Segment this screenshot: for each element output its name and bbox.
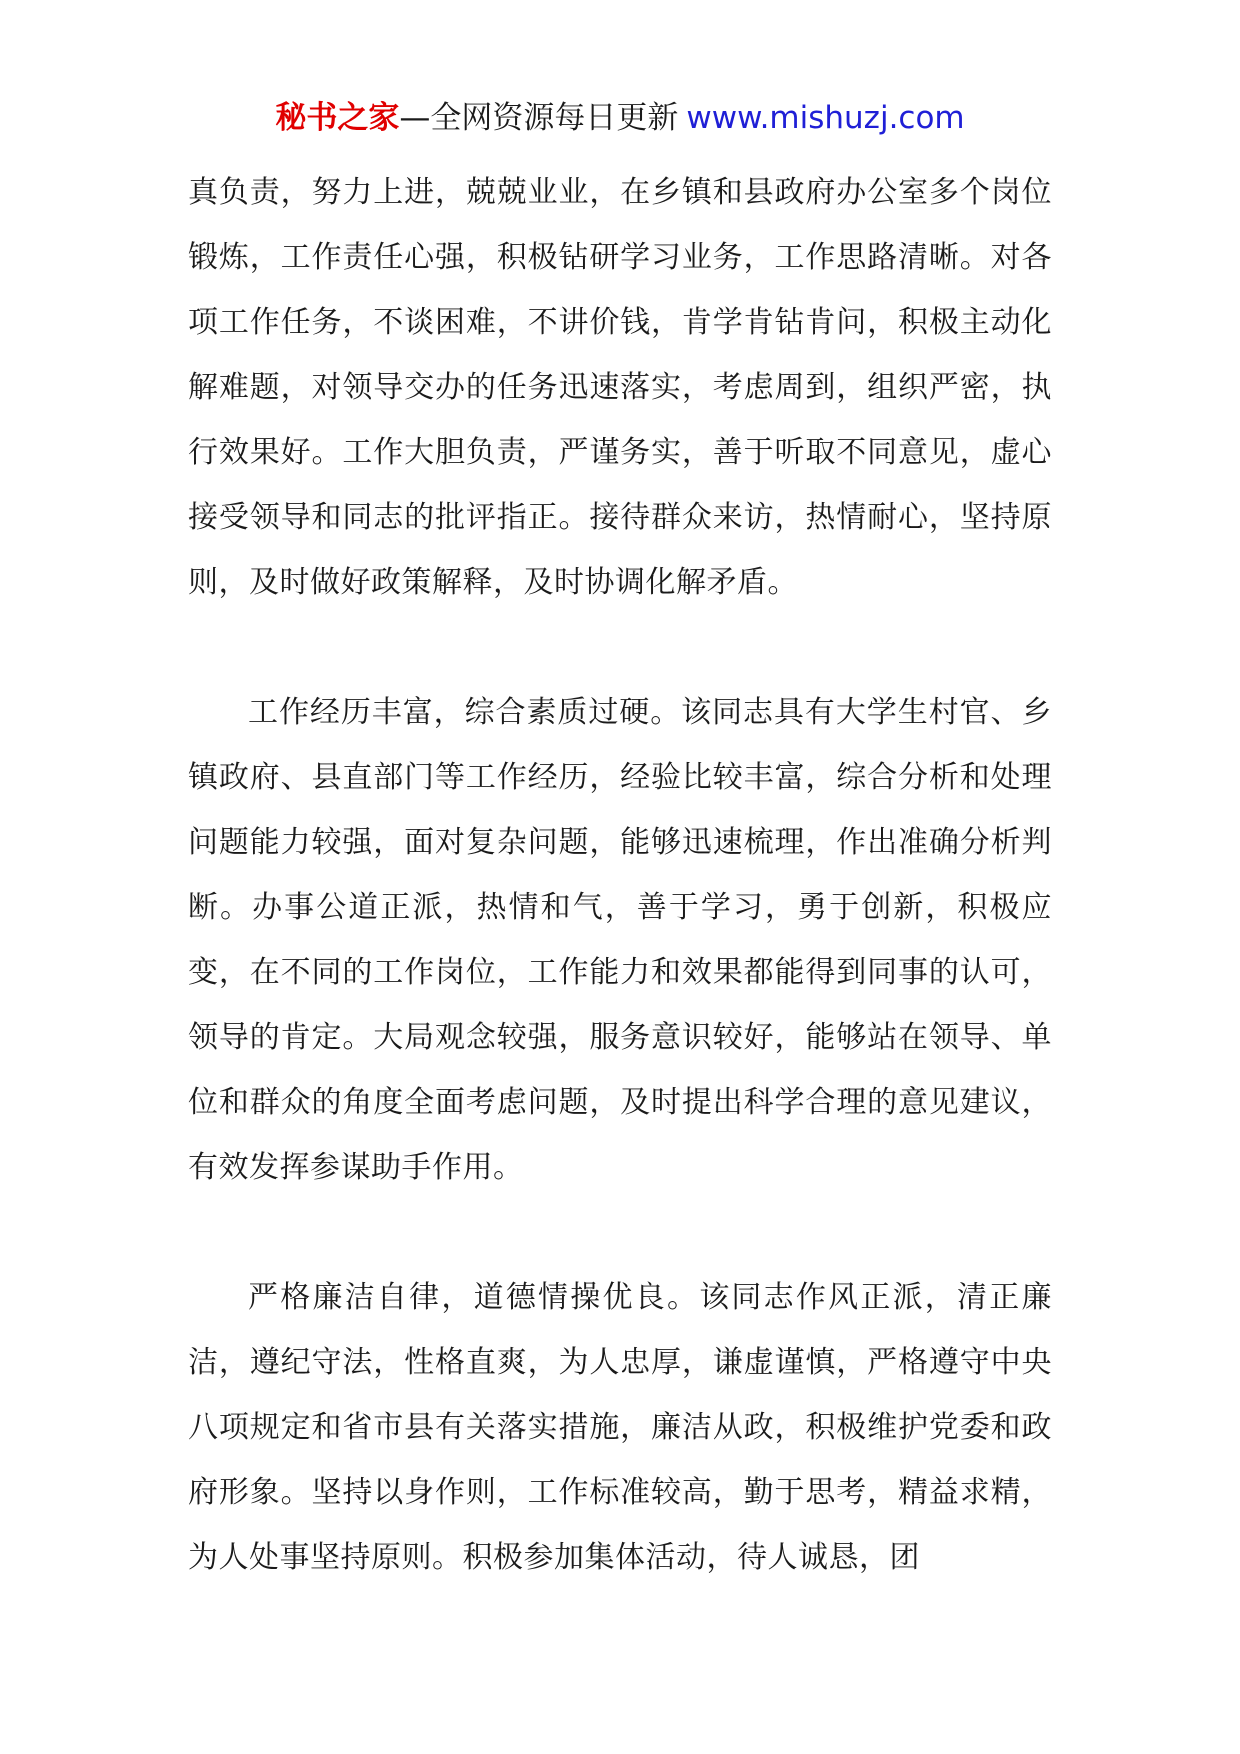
paragraph-gap xyxy=(188,1200,1052,1265)
header-slogan: —全网资源每日更新 xyxy=(399,100,679,136)
paragraph-gap xyxy=(188,615,1052,680)
paragraph-2: 工作经历丰富，综合素质过硬。该同志具有大学生村官、乡镇政府、县直部门等工作经历，经验比较丰富，综合分析和处理问题能力较强，面对复杂问题，能够迅速梳理，作出准确分析判断。办事公道正派，热情和气，善于学习，勇于创新，积极应变，在不同的工作岗位，工作能力和效果都能得到同事的认可，领导的肯定。大局观念较强，服务意识较好，能够站在领导、单位和群众的角度全面考虑问题，及时提出科学合理的意见建议，有效发挥参谋助手作用。 xyxy=(188,695,1052,1185)
paragraph-1: 真负责，努力上进，兢兢业业，在乡镇和县政府办公室多个岗位锻炼，工作责任心强，积极钻研学习业务，工作思路清晰。对各项工作任务，不谈困难，不讲价钱，肯学肯钻肯问，积极主动化解难题，对领导交办的任务迅速落实，考虑周到，组织严密，执行效果好。工作大胆负责，严谨务实，善于听取不同意见，虚心接受领导和同志的批评指正。接待群众来访，热情耐心，坚持原则，及时做好政策解释，及时协调化解矛盾。 xyxy=(188,175,1052,600)
brand-name: 秘书之家 xyxy=(275,100,400,136)
document-body xyxy=(188,160,1052,1590)
paragraph-3: 严格廉洁自律，道德情操优良。该同志作风正派，清正廉洁，遵纪守法，性格直爽，为人忠厚，谦虚谨慎，严格遵守中央八项规定和省市县有关落实措施，廉洁从政，积极维护党委和政府形象。坚持以身作则，工作标准较高，勤于思考，精益求精，为人处事坚持原则。积极参加集体活动，待人诚恳，团 xyxy=(188,1280,1052,1575)
page-header xyxy=(0,96,1240,140)
site-url-link[interactable]: www.mishuzj.com xyxy=(686,100,965,136)
